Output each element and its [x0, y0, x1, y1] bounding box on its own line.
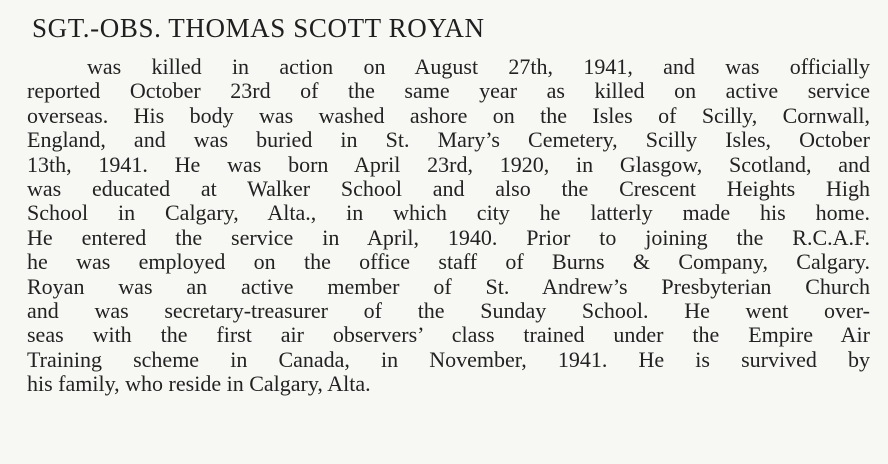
text-line: 13th, 1941. He was born April 23rd, 1920, in Glasgow, Scotland, and [27, 151, 870, 177]
text-line: was educated at Walker School and also the Crescent Heights High [27, 175, 870, 201]
text-line: was killed in action on August 27th, 1941, and was officially [87, 54, 870, 79]
text-line: Training scheme in Canada, in November, 1941. He is survived by [27, 346, 870, 372]
text-line: reported October 23rd of the same year as killed on active service [27, 78, 870, 104]
text-line: seas with the first air observers’ class trained under the Empire Air [27, 322, 870, 348]
text-line: overseas. His body was washed ashore on the Isles of Scilly, Cornwall, [27, 102, 870, 128]
text-line: Royan was an active member of St. Andrew’s Presbyterian Church [27, 273, 870, 299]
text-line: and was secretary-treasurer of the Sunday School. He went over- [27, 297, 870, 323]
body-paragraph [27, 55, 870, 396]
text-line: England, and was buried in St. Mary’s Cemetery, Scilly Isles, October [27, 127, 870, 153]
text-line: his family, who reside in Calgary, Alta. [27, 371, 371, 397]
text-line: School in Calgary, Alta., in which city he latterly made his home. [27, 200, 870, 226]
text-line: he was employed on the office staff of Burns & Company, Calgary. [27, 249, 870, 275]
text-line: He entered the service in April, 1940. Prior to joining the R.C.A.F. [27, 224, 870, 250]
page-title: SGT.-OBS. THOMAS SCOTT ROYAN [32, 13, 485, 43]
